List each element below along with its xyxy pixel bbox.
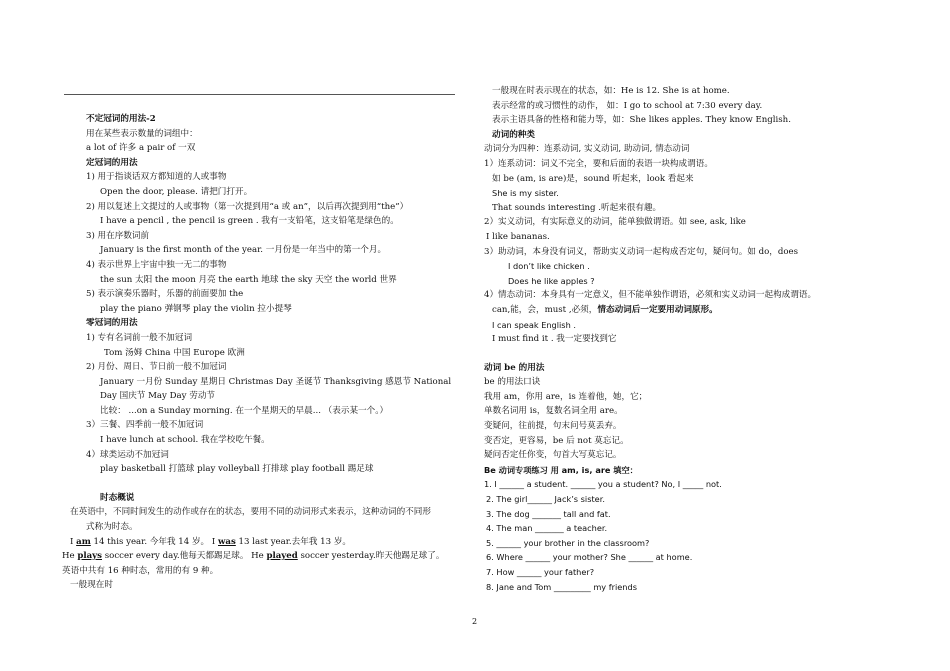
example-line: I like bananas. <box>486 231 550 242</box>
exercise-item: 6. Where ______ your mother? She ______ at home. <box>486 552 693 563</box>
example-line: That sounds interesting .听起来很有趣。 <box>492 202 662 213</box>
example-line: She is my sister. <box>492 188 559 199</box>
rule-item: 2) 用以复述上文提过的人或事物（第一次提到用“a 或 an”，以后再次提到用“the”） <box>86 201 409 212</box>
exercise-item: 4. The man _______ a teacher. <box>486 523 608 534</box>
tense-example-line: He plays soccer every day.他每天都踢足球。 He played soccer yesterday.昨天他踢足球了。 <box>62 551 445 562</box>
text-line: 用在某些表示数量的词组中： <box>86 128 198 139</box>
rule-item: 1）连系动词：词义不完全，要和后面的表语一块构成谓语。 <box>484 158 713 169</box>
example-line: Tom 汤姆 China 中国 Europe 欧洲 <box>104 347 245 358</box>
modal-verb-line: can,能，会，must ,必须，情态动词后一定要用动词原形。 <box>492 304 718 315</box>
header-rule <box>64 94 455 95</box>
right-column <box>484 84 884 594</box>
example-line: I don’t like chicken . <box>508 261 590 272</box>
section-title-definite-article: 定冠词的用法 <box>86 157 138 168</box>
exercise-item: 2. The girl______ Jack’s sister. <box>486 494 605 505</box>
rhyme-line: 变否定，更容易，be 后 not 莫忘记。 <box>484 435 629 446</box>
example-line: Open the door, please. 请把门打开。 <box>100 186 253 197</box>
rule-item: 3）助动词，本身没有词义，帮助实义动词一起构成否定句，疑问句。如 do，does <box>484 246 799 257</box>
example-line: I can speak English . <box>492 319 576 330</box>
text-line: a lot of 许多 a pair of 一双 <box>86 143 196 154</box>
rule-item: 4）球类运动不加冠词 <box>86 449 169 460</box>
text-line: 一般现在时表示现在的状态，如：He is 12. She is at home. <box>492 86 730 96</box>
page-number: 2 <box>472 617 478 626</box>
example-line: I have lunch at school. 我在学校吃午餐。 <box>100 435 270 446</box>
section-title-be-verb: 动词 be 的用法 <box>484 362 545 373</box>
rule-item: 1) 用于指谈话双方都知道的人或事物 <box>86 172 227 183</box>
exercise-item: 8. Jane and Tom _________ my friends <box>486 581 637 592</box>
example-line: 比较： ...on a Sunday morning. 在一个星期天的早晨... （表示某一个。） <box>100 405 389 416</box>
left-column <box>62 112 472 593</box>
rule-item: 2) 月份、周日、节日前一般不加冠词 <box>86 362 227 373</box>
rhyme-line: 疑问否定任你变，句首大写莫忘记。 <box>484 450 622 461</box>
text-line: 表示主语具备的性格和能力等，如：She likes apples. They know English. <box>492 115 791 126</box>
section-title-zero-article: 零冠词的用法 <box>86 318 138 329</box>
text-line: 一般现在时 <box>70 580 113 591</box>
paragraph-line: 式称为时态。 <box>86 522 138 533</box>
exercise-item: 7. How ______ your father? <box>486 567 595 577</box>
exercise-heading: Be 动词专项练习 用 am, is, are 填空： <box>484 464 638 475</box>
text-line: 英语中共有 16 种时态，常用的有 9 种。 <box>62 565 219 576</box>
rule-item: 3）三餐、四季前一般不加冠词 <box>86 420 204 431</box>
paragraph-line: 在英语中，不同时间发生的动作或存在的状态，要用不同的动词形式来表示，这种动词的不同形 <box>70 507 431 518</box>
exercise-item: 3. The dog _______ tall and fat. <box>486 508 611 519</box>
rule-item: 4）情态动词：本身具有一定意义，但不能单独作谓语，必须和实义动词一起构成谓语。 <box>484 290 817 301</box>
example-line: play basketball 打篮球 play volleyball 打排球 play football 踢足球 <box>100 464 374 475</box>
example-line: I have a pencil , the pencil is green . 我有一支铅笔，这支铅笔是绿色的。 <box>100 216 399 227</box>
example-line: January is the first month of the year. 一月份是一年当中的第一个月。 <box>100 245 387 256</box>
rhyme-line: 单数名词用 is，复数名词全用 are。 <box>484 406 623 417</box>
example-line: January 一月份 Sunday 星期日 Christmas Day 圣诞节 Thanksgiving 感恩节 National <box>100 376 452 387</box>
section-title-verb-types: 动词的种类 <box>492 129 535 140</box>
rhyme-line: 我用 am，你用 are，is 连着他，她，它； <box>484 391 648 402</box>
text-line: be 的用法口诀 <box>484 377 541 388</box>
rule-item: 4) 表示世界上宇宙中独一无二的事物 <box>86 259 227 270</box>
section-title-indefinite-article: 不定冠词的用法-2 <box>86 114 156 124</box>
tense-example-line: I am 14 this year. 今年我 14 岁。 I was 13 last year.去年我 13 岁。 <box>70 536 352 547</box>
text-line: 表示经常的或习惯性的动作， 如：I go to school at 7:30 every day. <box>492 100 763 111</box>
example-line: Day 国庆节 May Day 劳动节 <box>100 391 216 402</box>
example-line: the sun 太阳 the moon 月亮 the earth 地球 the sky 天空 the world 世界 <box>100 274 397 285</box>
section-title-tense-overview: 时态概说 <box>100 492 135 503</box>
example-line: play the piano 弹钢琴 play the violin 拉小提琴 <box>100 303 292 314</box>
rule-item: 2）实义动词，有实际意义的动词，能单独做谓语。如 see, ask, like <box>484 217 746 228</box>
rule-item: 3) 用在序数词前 <box>86 230 150 241</box>
example-line: I must find it . 我一定要找到它 <box>492 334 617 345</box>
rule-item: 1) 专有名词前一般不加冠词 <box>86 332 193 343</box>
rule-item: 5) 表示演奏乐器时，乐器的前面要加 the <box>86 289 244 300</box>
exercise-item: 5. ______ your brother in the classroom? <box>486 537 650 548</box>
exercise-item: 1. I ______ a student. ______ you a student? No, I _____ not. <box>484 479 722 490</box>
example-line: 如 be (am, is are)是，sound 听起来，look 看起来 <box>492 173 694 184</box>
text-line: 动词分为四种：连系动词, 实义动词, 助动词, 情态动词 <box>484 144 690 155</box>
rhyme-line: 变疑问，往前提，句末问号莫丢弃。 <box>484 421 622 432</box>
example-line: Does he like apples ? <box>508 275 595 286</box>
